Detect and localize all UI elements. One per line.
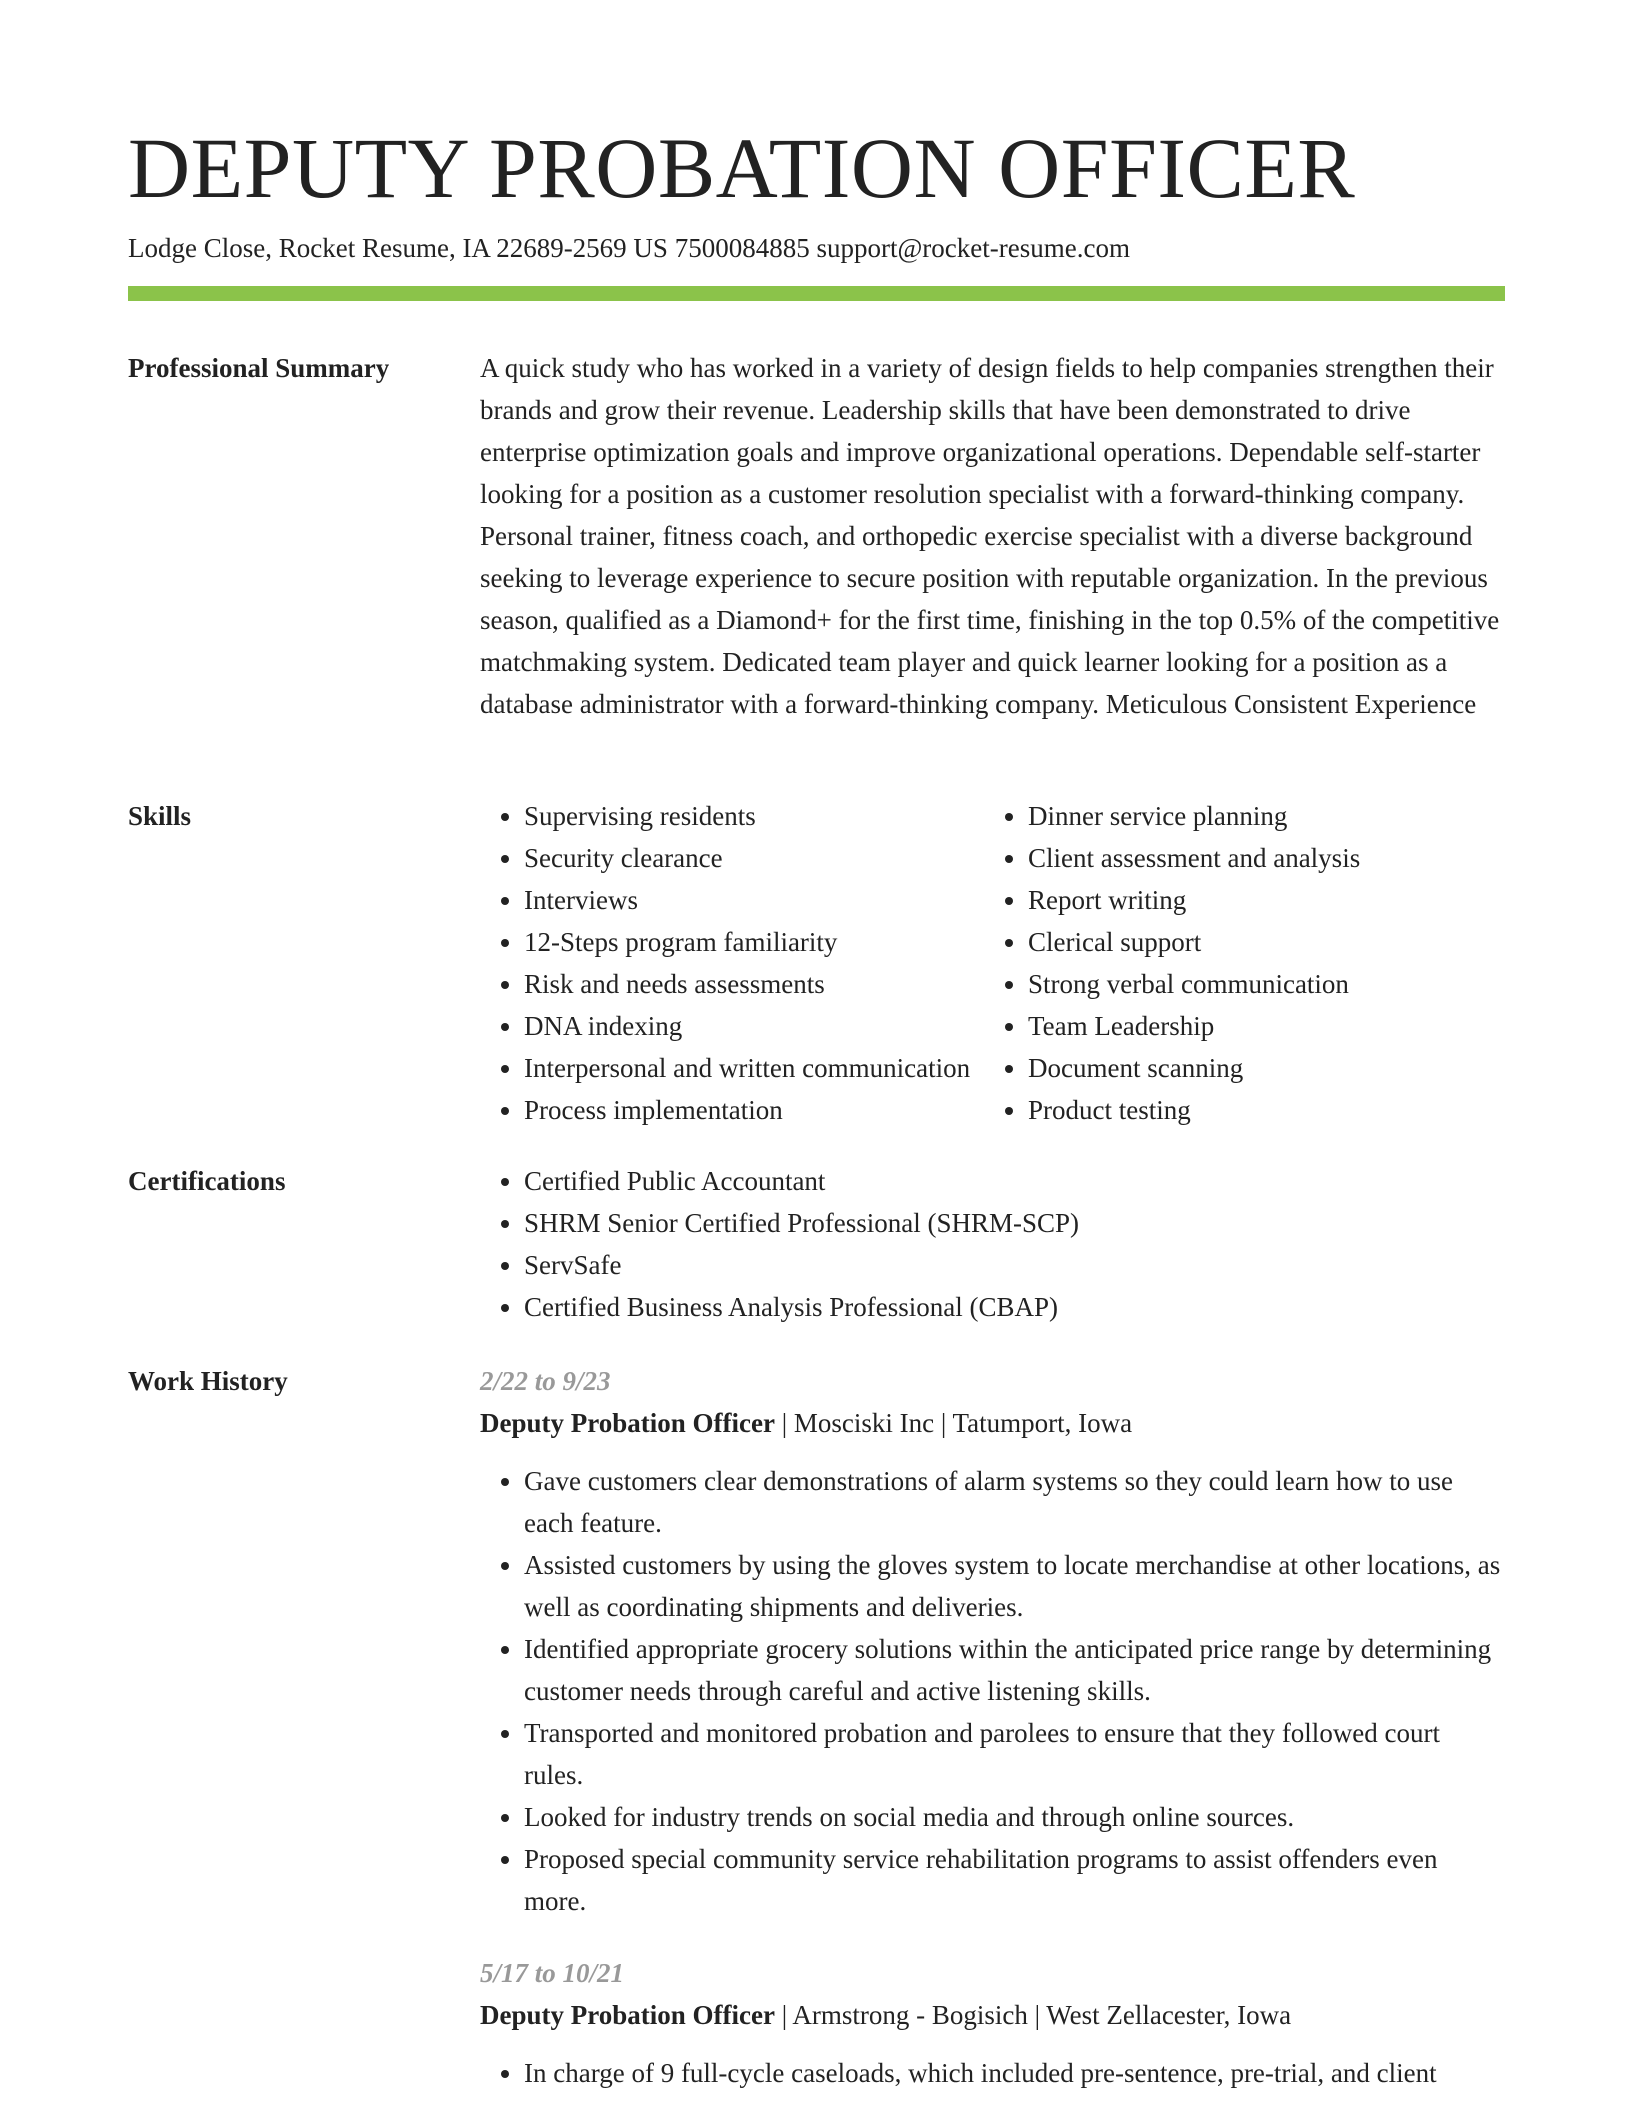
skills-list-right [984, 795, 1488, 1131]
certifications-heading: Certifications [128, 1166, 286, 1196]
job-title: Deputy Probation Officer [480, 2000, 775, 2030]
skill-item: • Report writing [1028, 879, 1488, 921]
accent-divider [128, 286, 1505, 301]
skill-item: • Client assessment and analysis [1028, 837, 1488, 879]
skill-item: • Clerical support [1028, 921, 1488, 963]
skills-list-left [480, 795, 984, 1131]
skill-item: • Document scanning [1028, 1047, 1488, 1089]
summary-heading: Professional Summary [128, 353, 390, 383]
job-header [480, 1402, 1505, 1444]
skill-item: • Interviews [524, 879, 984, 921]
skill-item: • Interpersonal and written communication [524, 1047, 984, 1089]
skill-item: • Product testing [1028, 1089, 1488, 1131]
skills-heading: Skills [128, 801, 192, 831]
certification-item: • SHRM Senior Certified Professional (SHRM-SCP) [524, 1202, 1505, 1244]
certification-item: • Certified Business Analysis Professional (CBAP) [524, 1286, 1505, 1328]
skill-item: • Dinner service planning [1028, 795, 1488, 837]
job-title: Deputy Probation Officer [480, 1408, 775, 1438]
job-details: | Armstrong - Bogisich | West Zellacester, Iowa [774, 2000, 1292, 2030]
job-dates: 5/17 to 10/21 [480, 1958, 625, 1988]
job-details: | Mosciski Inc | Tatumport, Iowa [774, 1408, 1133, 1438]
job-bullet: • Gave customers clear demonstrations of alarm systems so they could learn how to use each feature. [524, 1460, 1505, 1544]
skill-item: • Strong verbal communication [1028, 963, 1488, 1005]
job-bullet: • Transported and monitored probation and parolees to ensure that they followed court rules. [524, 1712, 1505, 1796]
skill-item: • 12-Steps program familiarity [524, 921, 984, 963]
certification-item: • Certified Public Accountant [524, 1160, 1505, 1202]
skill-item: • DNA indexing [524, 1005, 984, 1047]
job-bullet: • In charge of 9 full-cycle caseloads, which included pre-sentence, pre-trial, and client [524, 2052, 1505, 2094]
job-dates: 2/22 to 9/23 [480, 1366, 611, 1396]
job-bullets [480, 2052, 1505, 2094]
skill-item: • Risk and needs assessments [524, 963, 984, 1005]
skill-item: • Security clearance [524, 837, 984, 879]
job-entry [480, 1360, 1505, 1922]
skill-item: • Process implementation [524, 1089, 984, 1131]
skill-item: • Team Leadership [1028, 1005, 1488, 1047]
job-bullet: • Identified appropriate grocery solutions within the anticipated price range by determining customer needs through careful and active listening skills. [524, 1628, 1505, 1712]
skill-item: • Supervising residents [524, 795, 984, 837]
certification-item: • ServSafe [524, 1244, 1505, 1286]
job-bullet: • Assisted customers by using the gloves system to locate merchandise at other locations, as well as coordinating shipments and deliveries. [524, 1544, 1505, 1628]
contact-info: Lodge Close, Rocket Resume, IA 22689-2569 US 7500084885 support@rocket-resume.com [128, 233, 1130, 263]
job-bullet: • Proposed special community service rehabilitation programs to assist offenders even more. [524, 1838, 1505, 1922]
page-title: DEPUTY PROBATION OFFICER [128, 120, 1356, 216]
summary-text: A quick study who has worked in a variety of design fields to help companies strengthen their brands and grow their revenue. Leadership skills that have been demonstrated to drive enterprise optimization goals and improve organizational operations. Dependable self-starter looking for a position as a customer resolution specialist with a forward-thinking company. Personal trainer, fitness coach, and orthopedic exercise specialist with a diverse background seeking to leverage experience to secure position with reputable organization. In the previous season, qualified as a Diamond+ for the first time, finishing in the top 0.5% of the competitive matchmaking system. Dedicated team player and quick learner looking for a position as a database administrator with a forward-thinking company. Meticulous Consistent Experience [480, 353, 1500, 719]
job-entry [480, 1952, 1505, 2094]
job-bullets [480, 1460, 1505, 1922]
job-header [480, 1994, 1505, 2036]
work-history-heading: Work History [128, 1366, 288, 1396]
certifications-list [480, 1160, 1505, 1328]
job-bullet: • Looked for industry trends on social media and through online sources. [524, 1796, 1505, 1838]
